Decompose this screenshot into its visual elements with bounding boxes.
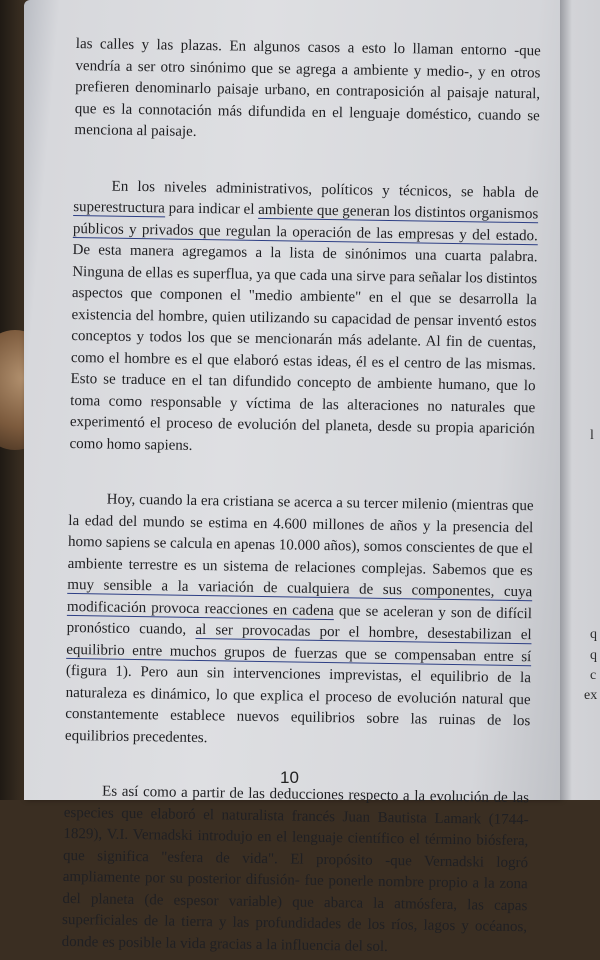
paragraph-4: Es así como a partir de las deducciones respecto a la evolución de las especies que elaboró el naturalista francés Juan Bautista Lamark (1744-1829), V.I. Vernadski introdujo en el lenguaje científico el término biósfera, que significa "esfera de vida". El propósito -que Vernadski logró ampliamente por su posterior difusión- fue ponerle nombre propio a la zona del planeta (de espesor variable) que abarca la atmósfera, las capas superficiales de la tierra y las profundidades de los ríos, lagos y océanos, donde es posible la vida gracias a la influencia del sol. [61,783,530,955]
paragraph-2-rest: De esta manera agregamos a la lista de sinónimos una cuarta palabra. Ninguna de ellas es superflua, ya que cada una sirve para señalar los distintos aspectos que componen el "medio ambiente" en el que se desarrolla la existencia del hombre, quien utilizando su capacidad de pensar inventó estos conceptos y todos los que se mencionarán más adelante. Al fin de cuentas, como el hombre es el que elaboró estas ideas, él es el centro de las mismas. Esto se traduce en el tan difundido concepto de ambiente humano, que lo toma como responsable y víctima de las alteraciones no naturales que experimentó el proceso de evolución del planeta, desde su propia aparición como homo sapiens. [69,241,538,454]
page-body [62,34,541,960]
paragraph-2 [69,175,538,462]
paragraph-3-start: Hoy, cuando la era cristiana se acerca a su tercer milenio (mientras que la edad del mundo se estima en 4.600 millones de años y la presencia del homo sapiens se calcula en apenas 10.000 años), somos conscientes de que el ambiente terrestre es un sistema de relaciones complejas. Sabemos que es [67,491,534,579]
underlined-phrase: superestructura [73,198,166,217]
paragraph-2-start: En los niveles administrativos, políticos y técnicos, se habla de [111,178,539,201]
edge-letter: q [590,648,597,663]
underlined-phrase: muy sensible a la variación de cualquiera de sus componentes, cuya modificación provoca reacciones en cadena [66,576,533,619]
paragraph-2-text: para indicar el [164,200,259,218]
edge-letter: c [590,668,597,683]
next-page-edge [560,0,600,800]
page-number: 10 [280,768,299,787]
paragraph-1: las calles y las plazas. En algunos casos a esto lo llaman entorno -que vendría a ser otro sinónimo que se agrega a ambiente y medio-, y en otros prefieren denominarlo paisaje urbano, en contraposición al paisaje natural, que es la connotación más difundida en el lenguaje doméstico, cuando se menciona al paisaje. [74,35,541,140]
paragraph-3-text: que se aceleran y son de difícil pronóstico cuando, [66,602,533,638]
underlined-phrase: al ser provocadas por el hombre, desestabilizan el equilibrio entre muchos grupos de fuerzas que se compensaban entre sí [66,621,532,665]
edge-letter: ex [584,688,598,703]
edge-letter: l [590,428,594,443]
paragraph-3 [65,489,534,754]
edge-letter: q [590,627,597,642]
underlined-phrase: ambiente que generan los distintos organismos públicos y privados que regulan la operación de las empresas y del estado. [72,201,539,244]
paragraph-3-rest: (figura 1). Pero aun sin intervenciones imprevistas, el equilibrio de la naturaleza es dinámico, lo que explica el proceso de evolución natural que constantemente establece nuevos equilibrios sobre las ruinas de los equilibrios precedentes. [64,662,532,746]
